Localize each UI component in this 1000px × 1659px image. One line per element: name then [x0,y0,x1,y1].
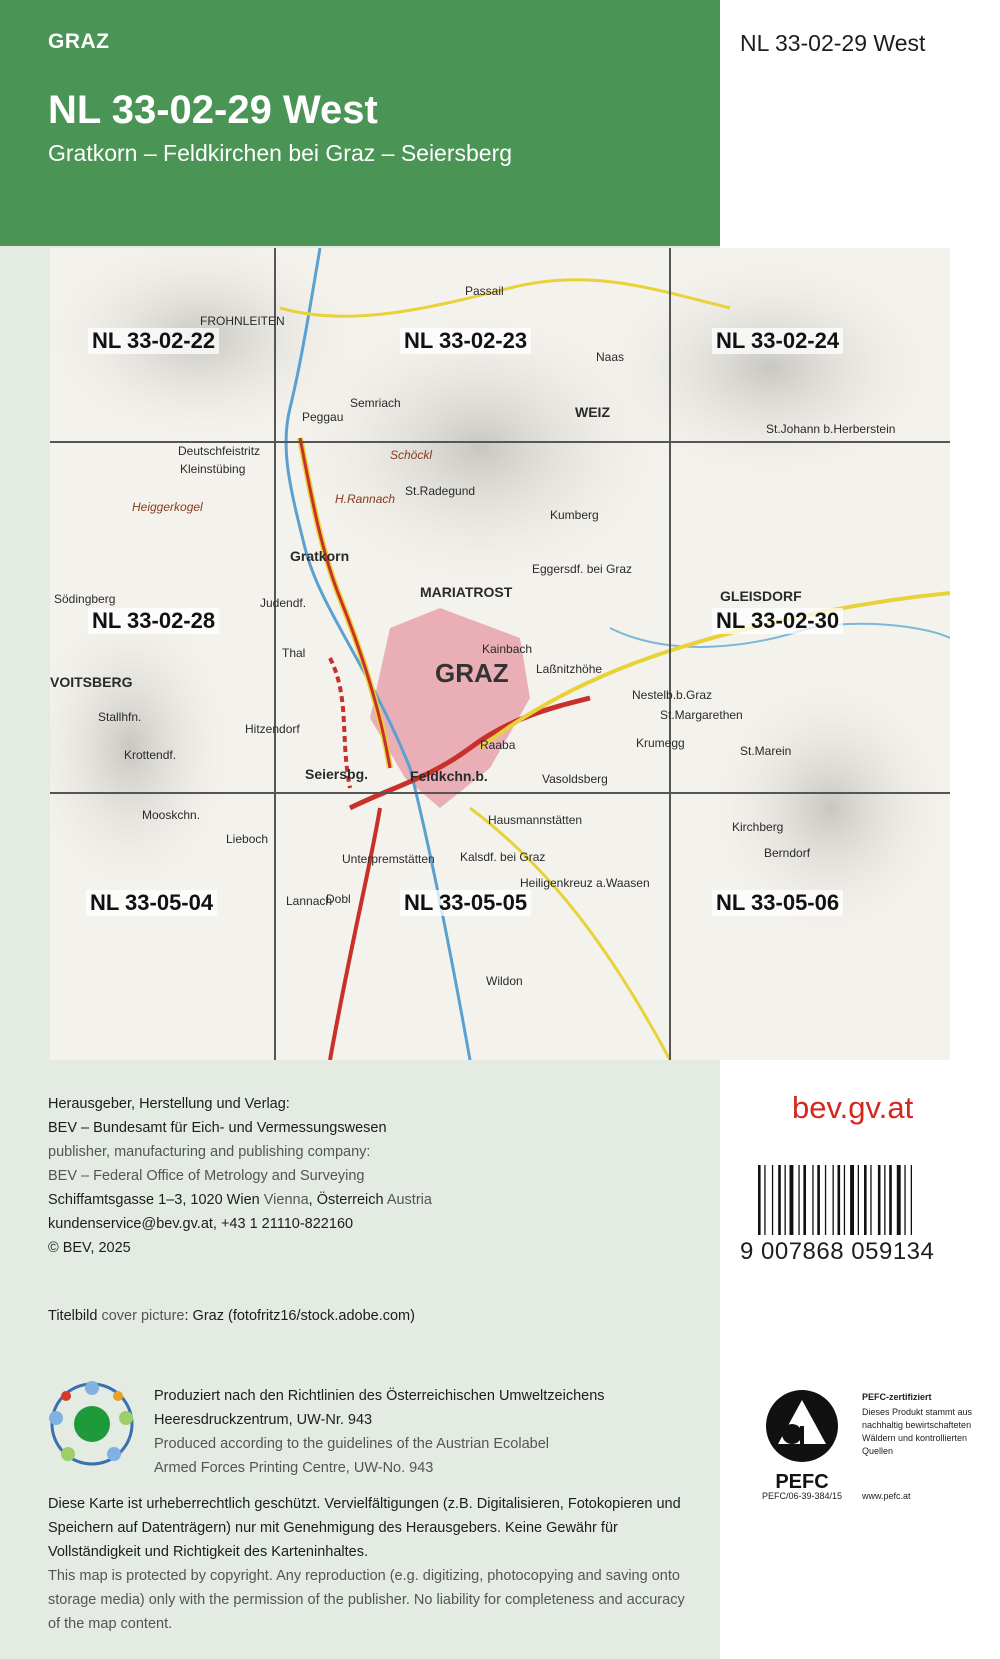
place-lieboch: Lieboch [226,832,269,846]
tile-label-nl-33-02-23[interactable]: NL 33-02-23 [400,328,531,354]
imprint-address [48,1188,432,1212]
pefc-code: PEFC/06-39-384/15 [762,1491,843,1501]
place-gleisdorf: GLEISDORF [720,588,802,604]
place-kleinstuebing: Kleinstübing [180,462,246,476]
place-berndorf: Berndorf [764,846,811,860]
pefc-logo-word: PEFC [775,1471,829,1493]
place-heiligenkreuz: Heiligenkreuz a.Waasen [520,876,650,890]
place-st-radegund: St.Radegund [405,484,476,498]
tile-label-nl-33-02-30[interactable]: NL 33-02-30 [712,608,843,634]
tile-label-nl-33-05-04[interactable]: NL 33-05-04 [86,890,217,916]
barcode [758,1165,946,1235]
place-hrannach: H.Rannach [335,492,396,506]
copyright-notice [48,1492,698,1636]
place-krumegg: Krumegg [636,736,685,750]
barcode-bar [825,1165,826,1235]
ecolabel-de-line: Heeresdruckzentrum, UW-Nr. 943 [154,1412,373,1428]
website-link[interactable]: bev.gv.at [792,1090,914,1125]
ecolabel-text [154,1384,605,1480]
address-part-en: Vienna [263,1192,309,1208]
imprint-copyright: © BEV, 2025 [48,1240,131,1256]
place-lannach: Lannach [286,894,333,908]
pefc-certified: PEFC-zertifiziert [862,1392,932,1402]
imprint-line-publisher-de: Herausgeber, Herstellung und Verlag: [48,1096,290,1112]
page-subtitle: Gratkorn – Feldkirchen bei Graz – Seiersberg [48,140,513,166]
place-wildon: Wildon [486,974,523,988]
cover-picture-caption [48,1308,415,1324]
barcode-bar [878,1165,881,1235]
barcode-bar [897,1165,901,1235]
place-kainbach: Kainbach [482,642,533,656]
place-graz: GRAZ [435,658,509,688]
place-judendorf: Judendf. [260,596,307,610]
address-part-en: Austria [386,1192,432,1208]
imprint-contact[interactable]: kundenservice@bev.gv.at, +43 1 21110-822160 [48,1216,354,1232]
tile-label-nl-33-02-22[interactable]: NL 33-02-22 [88,328,219,354]
pefc-url[interactable]: www.pefc.at [862,1491,911,1501]
place-deutschfeistritz: Deutschfeistritz [178,444,261,458]
place-st-marein: St.Marein [740,744,792,758]
barcode-bar [772,1165,773,1235]
tile-label-nl-33-02-24[interactable]: NL 33-02-24 [712,328,843,354]
imprint-line-publisher-en: publisher, manufacturing and publishing company: [48,1144,371,1160]
place-krottendorf: Krottendf. [124,748,177,762]
place-raaba: Raaba [480,738,516,752]
caption-label-de: Titelbild [48,1308,102,1324]
barcode-bar [812,1165,813,1235]
ecolabel-en-line: Armed Forces Printing Centre, UW-No. 943 [154,1460,434,1476]
place-heiggerkogel: Heiggerkogel [132,500,203,514]
tile-label-nl-33-05-05[interactable]: NL 33-05-05 [400,890,531,916]
place-mariatrost: MARIATROST [420,584,513,600]
place-premstaetten: Unterpremstätten [342,852,435,866]
pefc-logo [762,1386,842,1496]
imprint-line-bev-en: BEV – Federal Office of Metrology and Surveying [48,1168,365,1184]
place-kirchberg: Kirchberg [732,820,784,834]
barcode-number: 9 007868 059134 [740,1238,935,1265]
place-feldkirchen: Feldkchn.b. [410,768,488,784]
place-seiersberg: Seiersbg. [305,766,369,782]
place-dobl: Dobl [326,892,351,906]
imprint [48,1092,432,1260]
barcode-bar [790,1165,794,1235]
place-vasoldsberg: Vasoldsberg [542,772,608,786]
overview-map [50,248,950,1060]
ecolabel-en-line: Produced according to the guidelines of the Austrian Ecolabel [154,1436,549,1452]
barcode-bar [778,1165,781,1235]
place-schoeckl: Schöckl [390,448,433,462]
barcode-bar [833,1165,834,1235]
barcode-bar [889,1165,892,1235]
copyright-notice-en: This map is protected by copyright. Any reproduction (e.g. digitizing, photocopying and saving onto storage media) only with the permission of the publisher. No liability for completeness and accuracy of the map content. [48,1568,685,1632]
barcode-bar [870,1165,871,1235]
address-part: , Österreich [308,1192,387,1208]
austrian-ecolabel-logo [46,1378,138,1470]
place-nestelbach: Nestelb.b.Graz [632,688,713,702]
tile-label-nl-33-05-06[interactable]: NL 33-05-06 [712,890,843,916]
barcode-bar [803,1165,806,1235]
barcode-bar [798,1165,799,1235]
place-naas: Naas [596,350,625,364]
barcode-bar [904,1165,905,1235]
caption-value: : Graz (fotofritz16/stock.adobe.com) [184,1308,415,1324]
place-peggau: Peggau [302,410,344,424]
barcode-bar [838,1165,841,1235]
ecolabel-de-line: Produziert nach den Richtlinien des Österreichischen Umweltzeichens [154,1388,605,1404]
place-hausmannstaetten: Hausmannstätten [488,813,583,827]
barcode-bar [758,1165,761,1235]
sheet-code: NL 33-02-29 West [740,30,926,56]
barcode-bar [858,1165,859,1235]
place-eggersdorf: Eggersdf. bei Graz [532,562,633,576]
imprint-line-bev-de: BEV – Bundesamt für Eich- und Vermessungswesen [48,1120,387,1136]
place-soeding: Södingberg [54,592,116,606]
address-part: Schiffamtsgasse 1–3, 1020 Wien [48,1192,264,1208]
place-weiz: WEIZ [575,404,610,420]
place-stallhofen: Stallhfn. [98,710,142,724]
place-voitsberg: VOITSBERG [50,674,133,690]
pefc-text: Dieses Produkt stammt aus nachhaltig bewirtschafteten Wäldern und kontrollierten Quellen [862,1407,973,1456]
series-name: GRAZ [48,30,110,53]
barcode-bar [764,1165,765,1235]
place-st-johann: St.Johann b.Herberstein [766,422,896,436]
caption-label-en: cover picture [101,1308,185,1324]
barcode-bar [884,1165,885,1235]
tile-label-nl-33-02-28[interactable]: NL 33-02-28 [88,608,219,634]
place-kumberg: Kumberg [550,508,599,522]
page-title: NL 33-02-29 West [48,88,378,132]
place-frohnleiten: FROHNLEITEN [200,314,285,328]
barcode-bar [850,1165,854,1235]
copyright-notice-de: Diese Karte ist urheberrechtlich geschützt. Vervielfältigungen (z.B. Digitalisieren, Fotokopieren und Speichern auf Datenträgern) nur mit Genehmigung des Herausgebers. Keine Gewähr für Vollständigkeit und Richtigkeit des Karteninhaltes. [48,1496,681,1560]
place-semriach: Semriach [350,396,401,410]
barcode-bar [844,1165,845,1235]
place-kalsdorf: Kalsdf. bei Graz [460,850,546,864]
place-st-margarethen: St.Margarethen [660,708,743,722]
place-thal: Thal [282,646,306,660]
place-gratkorn: Gratkorn [290,548,350,564]
barcode-bar [785,1165,786,1235]
place-hitzendorf: Hitzendorf [245,722,300,736]
barcode-bar [911,1165,912,1235]
place-moosschn: Mooskchn. [142,808,201,822]
place-lassnitzhoehe: Laßnitzhöhe [536,662,603,676]
title-banner [0,0,720,246]
barcode-bar [864,1165,867,1235]
barcode-bar [817,1165,820,1235]
place-passail: Passail [465,284,504,298]
